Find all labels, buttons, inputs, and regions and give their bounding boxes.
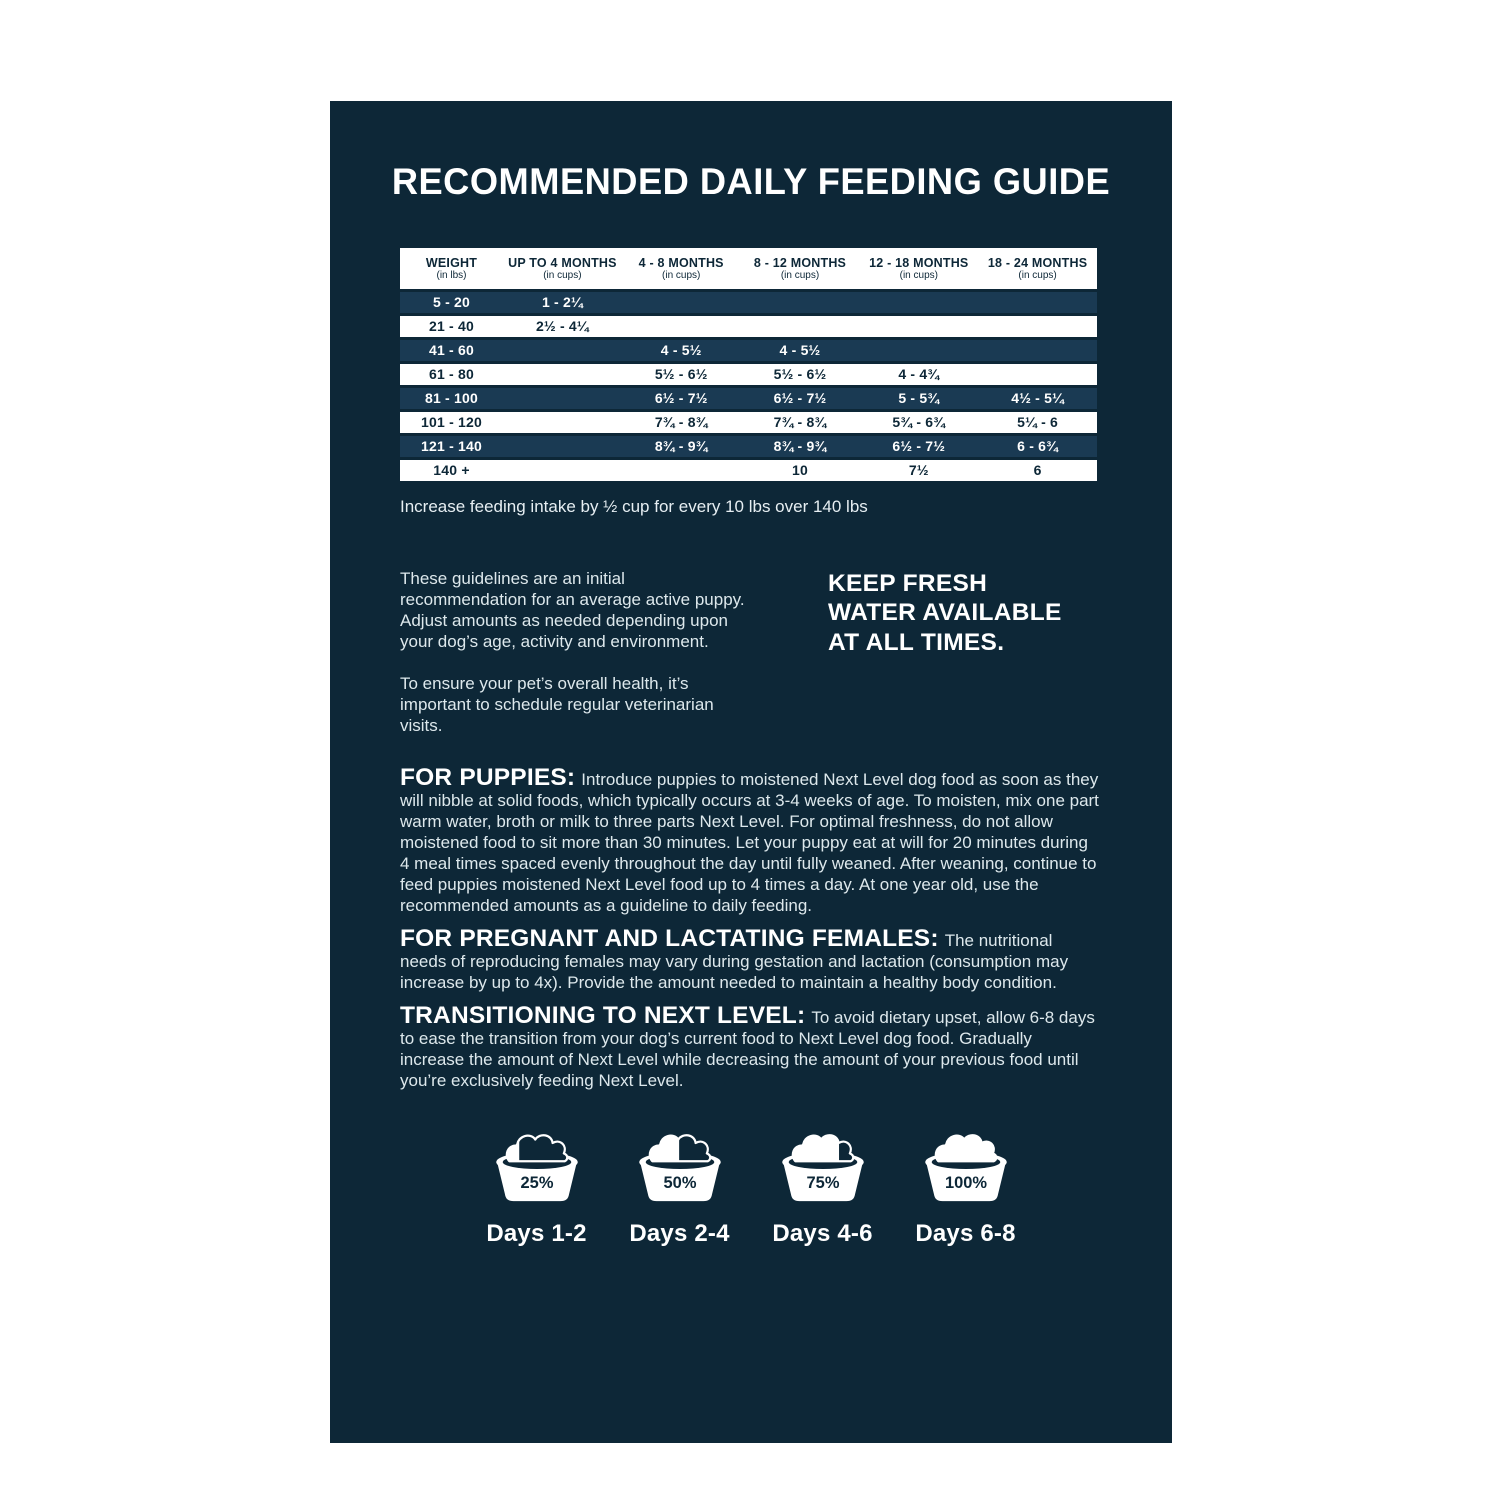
- section-body: To avoid dietary upset, allow 6-8 days to ease the transition from your dog’s current food to Next Level dog food. Gradually increase the amount of Next Level while decreasing the amount of your previous food until you’re exclusively feeding Next Level.: [400, 1008, 1095, 1090]
- table-header-row: [400, 248, 1097, 289]
- table-cell: 7½: [908, 462, 929, 478]
- table-cell: 7¾ - 8¾: [773, 414, 827, 430]
- dog-bowl-100-icon: [914, 1127, 1018, 1211]
- table-row: [400, 388, 1097, 409]
- table-cell: 6½ - 7½: [773, 390, 827, 406]
- transition-step-50: [628, 1127, 732, 1248]
- table-row: [400, 340, 1097, 361]
- page-title: RECOMMENDED DAILY FEEDING GUIDE: [391, 161, 1111, 202]
- table-cell: 6 - 6¾: [1017, 438, 1059, 454]
- column-header-label: 4 - 8 MONTHS: [638, 256, 724, 271]
- table-cell: 6: [1033, 462, 1042, 478]
- column-header-unit: (in cups): [662, 270, 701, 282]
- section-transitioning: [400, 1002, 1100, 1091]
- table-cell: 140 +: [433, 462, 470, 478]
- table-row: [400, 460, 1097, 481]
- column-header-4-8-months: [622, 255, 741, 282]
- transition-step-25: [485, 1127, 589, 1248]
- table-cell: 1 - 2¼: [541, 294, 583, 310]
- days-label: Days 6-8: [915, 1220, 1016, 1247]
- column-header-unit: (in cups): [780, 270, 820, 282]
- table-cell: 61 - 80: [429, 366, 474, 382]
- table-cell: 21 - 40: [429, 318, 474, 334]
- column-header-label: 8 - 12 MONTHS: [753, 256, 847, 271]
- table-cell: 6½ - 7½: [892, 438, 946, 454]
- table-cell: 5 - 5¾: [898, 390, 940, 406]
- column-header-up-to-4-months: [503, 255, 622, 282]
- table-cell: 10: [792, 462, 808, 478]
- table-cell: 4 - 5½: [779, 342, 821, 358]
- table-row: [400, 436, 1097, 457]
- column-header-8-12-months: [741, 255, 860, 282]
- column-header-unit: (in cups): [543, 270, 582, 282]
- feeding-table: [400, 248, 1097, 481]
- days-label: Days 2-4: [629, 1220, 730, 1247]
- transition-step-75: [771, 1127, 875, 1248]
- table-cell: 4½ - 5¼: [1011, 390, 1064, 406]
- table-cell: 41 - 60: [429, 342, 474, 358]
- section-for-puppies: [400, 764, 1100, 916]
- table-cell: 5¾ - 6¾: [892, 414, 946, 430]
- table-cell: 5 - 20: [433, 294, 470, 310]
- section-pregnant-lactating: [400, 925, 1100, 993]
- column-header-unit: (in lbs): [436, 270, 467, 282]
- table-cell: 121 - 140: [421, 438, 482, 454]
- column-header-18-24-months: [978, 255, 1097, 282]
- table-cell: 4 - 4¾: [898, 366, 940, 382]
- dog-bowl-25-icon: [485, 1127, 589, 1211]
- fresh-water-callout: KEEP FRESH WATER AVAILABLE AT ALL TIMES.: [828, 570, 1062, 656]
- table-row: [400, 364, 1097, 385]
- feeding-guide-panel: [330, 101, 1172, 1443]
- column-header-label: 18 - 24 MONTHS: [987, 256, 1088, 271]
- table-cell: 8¾ - 9¾: [654, 438, 708, 454]
- table-cell: 101 - 120: [421, 414, 482, 430]
- table-row: [400, 292, 1097, 313]
- table-row: [400, 316, 1097, 337]
- section-heading: FOR PREGNANT AND LACTATING FEMALES:: [400, 925, 939, 952]
- section-body: Introduce puppies to moistened Next Level dog food as soon as they will nibble at solid foods, which typically occurs at 3-4 weeks of age. To moisten, mix one part warm water, broth or milk to three parts Next Level. For optimal freshness, do not allow moistened food to sit more than 30 minutes. Let your puppy eat at will for 20 minutes during 4 meal times spaced evenly throughout the day until fully weaned. After weaning, continue to feed puppies moistened Next Level food up to 4 times a day. At one year old, use the recommended amounts as a guideline to daily feeding.: [400, 770, 1099, 915]
- guidelines-paragraph: These guidelines are an initial recommendation for an average active puppy. Adjust amounts as needed depending upon your dog’s age, activity and environment.: [400, 569, 745, 652]
- column-header-label: 12 - 18 MONTHS: [869, 256, 969, 271]
- vet-visits-paragraph: To ensure your pet’s overall health, it’s important to schedule regular veterinarian visits.: [400, 674, 714, 736]
- column-header-weight: [400, 255, 503, 282]
- column-header-label: WEIGHT: [425, 256, 478, 271]
- column-header-unit: (in cups): [1018, 270, 1057, 282]
- overage-note: Increase feeding intake by ½ cup for every 10 lbs over 140 lbs: [400, 497, 868, 516]
- transition-steps: [330, 1127, 1172, 1248]
- table-row: [400, 412, 1097, 433]
- days-label: Days 4-6: [772, 1220, 873, 1247]
- section-body: The nutritional needs of reproducing females may vary during gestation and lactation (consumption may increase by up to 4x). Provide the amount needed to maintain a healthy body condition.: [400, 931, 1069, 992]
- table-cell: 5½ - 6½: [654, 366, 708, 382]
- transition-step-100: [914, 1127, 1018, 1248]
- table-cell: 5¼ - 6: [1017, 414, 1059, 430]
- fill-percent-label: 25%: [520, 1174, 553, 1193]
- fill-percent-label: 75%: [806, 1174, 839, 1193]
- dog-bowl-75-icon: [771, 1127, 875, 1211]
- table-cell: 5½ - 6½: [773, 366, 827, 382]
- info-sections: [400, 764, 1100, 1103]
- table-cell: 2½ - 4¼: [536, 318, 589, 334]
- fill-percent-label: 50%: [663, 1174, 696, 1193]
- table-cell: 8¾ - 9¾: [773, 438, 827, 454]
- days-label: Days 1-2: [486, 1220, 587, 1247]
- section-heading: FOR PUPPIES:: [400, 764, 576, 791]
- table-cell: 6½ - 7½: [654, 390, 708, 406]
- column-header-label: UP TO 4 MONTHS: [508, 256, 617, 271]
- guidelines-block: [400, 568, 754, 758]
- table-cell: 7¾ - 8¾: [654, 414, 708, 430]
- table-cell: 81 - 100: [425, 390, 478, 406]
- column-header-unit: (in cups): [899, 270, 938, 282]
- section-heading: TRANSITIONING TO NEXT LEVEL:: [400, 1002, 806, 1029]
- fill-percent-label: 100%: [944, 1174, 987, 1193]
- table-cell: 4 - 5½: [660, 342, 702, 358]
- dog-bowl-50-icon: [628, 1127, 732, 1211]
- column-header-12-18-months: [859, 255, 978, 282]
